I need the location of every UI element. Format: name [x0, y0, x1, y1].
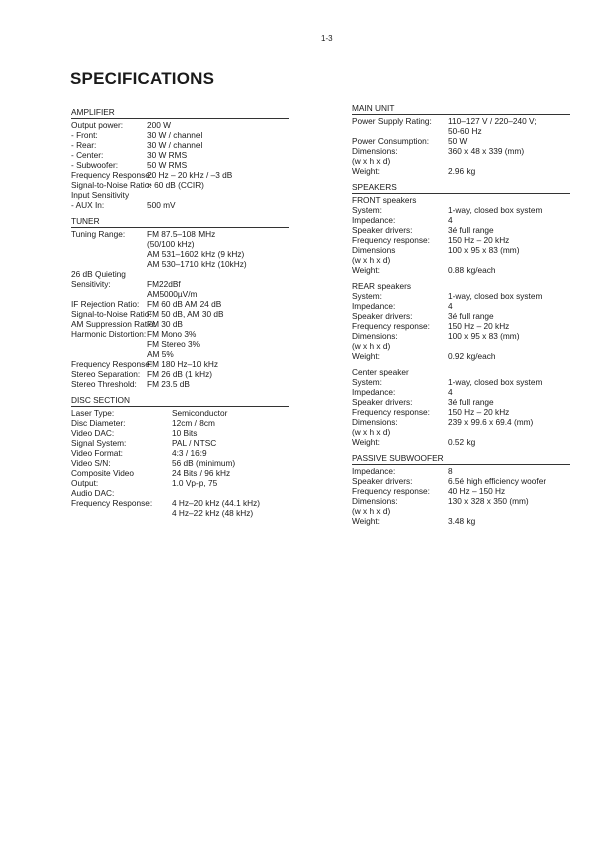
spec-row — [352, 516, 574, 526]
spec-value: 500 mV — [147, 200, 176, 210]
spec-label — [71, 259, 147, 269]
spec-value — [448, 341, 574, 351]
spec-value — [172, 488, 296, 498]
spec-row — [71, 180, 296, 190]
spec-label: Weight: — [352, 265, 380, 275]
spec-value: 0.88 kg/each — [448, 265, 496, 275]
spec-label: Weight: — [352, 166, 380, 176]
spec-label: Power Supply Rating: — [352, 116, 432, 126]
spec-label: Harmonic Distortion: — [71, 329, 147, 339]
speakers-section — [352, 182, 574, 447]
spec-value: 4:3 / 16:9 — [172, 448, 207, 458]
spec-row — [352, 225, 574, 235]
spec-value: FM Mono 3% — [147, 329, 197, 339]
spec-row — [352, 437, 574, 447]
spec-label: System: — [352, 291, 382, 301]
spec-row — [71, 359, 296, 369]
spec-row — [71, 140, 296, 150]
spec-label: Disc Diameter: — [71, 418, 126, 428]
spec-value — [448, 156, 574, 166]
spec-label: System: — [352, 377, 382, 387]
spec-row — [71, 249, 296, 259]
spec-label: (w x h x d) — [352, 506, 391, 516]
spec-list — [71, 408, 296, 518]
spec-row — [71, 478, 296, 488]
spec-label: Frequency response: — [352, 486, 430, 496]
spec-row — [352, 291, 574, 301]
spec-row — [352, 136, 574, 146]
spec-value: 1-way, closed box system — [448, 377, 543, 387]
spec-label — [352, 126, 448, 136]
disc-section — [71, 395, 296, 518]
spec-label: Input Sensitivity — [71, 190, 130, 200]
spec-row — [352, 156, 574, 166]
spec-value: 0.92 kg/each — [448, 351, 496, 361]
spec-row — [71, 229, 296, 239]
spec-value: 2.96 kg — [448, 166, 476, 176]
spec-label: Weight: — [352, 351, 380, 361]
amplifier-section — [71, 107, 296, 210]
page-title: SPECIFICATIONS — [70, 69, 215, 88]
spec-value: 50-60 Hz — [448, 126, 482, 136]
spec-label: Signal-to-Noise Ratio: — [71, 180, 152, 190]
spec-label: Stereo Threshold: — [71, 379, 137, 389]
subsection-title-center: Center speaker — [352, 367, 409, 377]
spec-label: Weight: — [352, 516, 380, 526]
spec-row — [352, 486, 574, 496]
spec-value: AM5000µV/m — [147, 289, 198, 299]
spec-row — [71, 329, 296, 339]
spec-row — [352, 331, 574, 341]
spec-label: System: — [352, 205, 382, 215]
spec-row — [71, 468, 296, 478]
spec-row — [71, 279, 296, 289]
spec-value: 40 Hz – 150 Hz — [448, 486, 506, 496]
spec-label: - AUX In: — [71, 200, 105, 210]
spec-label: (w x h x d) — [352, 156, 391, 166]
spec-value: AM 530–1710 kHz (10kHz) — [147, 259, 247, 269]
spec-row — [71, 289, 296, 299]
spec-label: (w x h x d) — [352, 255, 391, 265]
spec-row — [352, 116, 574, 126]
spec-row — [71, 349, 296, 359]
subwoofer-section — [352, 453, 574, 526]
spec-label: Speaker drivers: — [352, 311, 413, 321]
spec-value: FM 50 dB, AM 30 dB — [147, 309, 224, 319]
spec-label: Impedance: — [352, 466, 396, 476]
spec-label: 26 dB Quieting — [71, 269, 126, 279]
spec-label: Frequency response: — [352, 407, 430, 417]
spec-value: 4 Hz–22 kHz (48 kHz) — [172, 508, 254, 518]
spec-row — [352, 215, 574, 225]
spec-value: 150 Hz – 20 kHz — [448, 235, 510, 245]
spec-row — [71, 130, 296, 140]
spec-value: 360 x 48 x 339 (mm) — [448, 146, 525, 156]
spec-label: Dimensions — [352, 245, 396, 255]
spec-value: FM 180 Hz–10 kHz — [147, 359, 219, 369]
spec-row — [352, 377, 574, 387]
spec-row — [71, 319, 296, 329]
spec-list — [352, 116, 574, 176]
spec-value: 10 Bits — [172, 428, 198, 438]
spec-row — [352, 387, 574, 397]
spec-label: Speaker drivers: — [352, 476, 413, 486]
spec-value: 1-way, closed box system — [448, 205, 543, 215]
spec-label: Composite Video — [71, 468, 135, 478]
spec-row — [352, 417, 574, 427]
spec-label: - Front: — [71, 130, 98, 140]
spec-row — [71, 339, 296, 349]
spec-row — [352, 476, 574, 486]
subsection-title-front: FRONT speakers — [352, 195, 417, 205]
spec-value: 4 — [448, 301, 453, 311]
spec-row — [352, 407, 574, 417]
spec-value: 4 — [448, 387, 453, 397]
section-title-subwoofer: PASSIVE SUBWOOFER — [352, 453, 570, 465]
spec-value: 30 W / channel — [147, 130, 203, 140]
spec-label: Dimensions: — [352, 496, 398, 506]
spec-label: Sensitivity: — [71, 279, 111, 289]
spec-row — [352, 351, 574, 361]
spec-label — [71, 239, 147, 249]
spec-row — [352, 321, 574, 331]
left-column — [71, 107, 296, 524]
spec-list — [71, 229, 296, 389]
spec-row — [352, 205, 574, 215]
spec-row — [352, 427, 574, 437]
spec-value: 6.5é high efficiency woofer — [448, 476, 547, 486]
spec-label: - Rear: — [71, 140, 97, 150]
spec-list — [352, 291, 574, 361]
spec-row — [71, 299, 296, 309]
spec-value: 130 x 328 x 350 (mm) — [448, 496, 529, 506]
spec-value: 110–127 V / 220–240 V; — [448, 116, 537, 126]
spec-value: > 60 dB (CCIR) — [147, 180, 204, 190]
spec-value: 100 x 95 x 83 (mm) — [448, 245, 520, 255]
spec-row — [71, 160, 296, 170]
spec-row — [71, 259, 296, 269]
spec-row — [71, 150, 296, 160]
spec-row — [71, 438, 296, 448]
section-title-main-unit: MAIN UNIT — [352, 103, 570, 115]
spec-label — [71, 349, 147, 359]
spec-value: (50/100 kHz) — [147, 239, 195, 249]
spec-row — [352, 265, 574, 275]
spec-label: Frequency Response: — [71, 170, 153, 180]
page-number: 1-3 — [321, 34, 333, 43]
spec-value: 50 W — [448, 136, 468, 146]
spec-value: FM 60 dB AM 24 dB — [147, 299, 222, 309]
spec-row — [352, 466, 574, 476]
spec-label: Speaker drivers: — [352, 225, 413, 235]
spec-value: 3é full range — [448, 311, 494, 321]
spec-row — [71, 488, 296, 498]
spec-label: Dimensions: — [352, 331, 398, 341]
spec-label — [71, 289, 147, 299]
spec-value: FM Stereo 3% — [147, 339, 201, 349]
spec-value: 4 — [448, 215, 453, 225]
spec-row — [352, 146, 574, 156]
spec-label: Signal-to-Noise Ratio: — [71, 309, 152, 319]
spec-label: Impedance: — [352, 301, 396, 311]
spec-list — [352, 377, 574, 447]
main-unit-section — [352, 103, 574, 176]
spec-value: 30 W / channel — [147, 140, 203, 150]
spec-label — [71, 339, 147, 349]
spec-label: Frequency Response: — [71, 359, 153, 369]
section-title-disc: DISC SECTION — [71, 395, 289, 407]
tuner-section — [71, 216, 296, 389]
right-column — [352, 103, 574, 532]
spec-value: FM22dBf — [147, 279, 181, 289]
spec-value: 1.0 Vp-p, 75 — [172, 478, 218, 488]
spec-label: Audio DAC: — [71, 488, 115, 498]
spec-label: Video Format: — [71, 448, 123, 458]
spec-row — [352, 397, 574, 407]
spec-value: 3é full range — [448, 397, 494, 407]
spec-row — [352, 126, 574, 136]
spec-label: Speaker drivers: — [352, 397, 413, 407]
spec-row — [352, 496, 574, 506]
spec-label: Laser Type: — [71, 408, 115, 418]
spec-row — [71, 379, 296, 389]
spec-list — [352, 466, 574, 526]
spec-label: IF Rejection Ratio: — [71, 299, 140, 309]
spec-row — [71, 309, 296, 319]
spec-row — [352, 311, 574, 321]
spec-value: Semiconductor — [172, 408, 228, 418]
spec-value: 8 — [448, 466, 453, 476]
spec-row — [71, 200, 296, 210]
spec-value: 200 W — [147, 120, 171, 130]
spec-label: AM Suppression Ratio: — [71, 319, 156, 329]
spec-label: Impedance: — [352, 215, 396, 225]
spec-label: Stereo Separation: — [71, 369, 141, 379]
spec-row — [352, 255, 574, 265]
spec-value: FM 87.5–108 MHz — [147, 229, 216, 239]
spec-value — [147, 269, 296, 279]
spec-value: 3.48 kg — [448, 516, 476, 526]
section-title-speakers: SPEAKERS — [352, 182, 570, 194]
spec-row — [352, 506, 574, 516]
spec-row — [71, 120, 296, 130]
spec-list — [352, 205, 574, 275]
spec-value: 239 x 99.6 x 69.4 (mm) — [448, 417, 534, 427]
spec-value: 24 Bits / 96 kHz — [172, 468, 231, 478]
spec-row — [71, 508, 296, 518]
spec-label: Output: — [71, 478, 99, 488]
spec-value: 150 Hz – 20 kHz — [448, 407, 510, 417]
subsection-title-rear: REAR speakers — [352, 281, 412, 291]
spec-value: 100 x 95 x 83 (mm) — [448, 331, 520, 341]
section-title-amplifier: AMPLIFIER — [71, 107, 289, 119]
spec-value: AM 531–1602 kHz (9 kHz) — [147, 249, 245, 259]
spec-value: 4 Hz–20 kHz (44.1 kHz) — [172, 498, 261, 508]
spec-row — [71, 269, 296, 279]
spec-label: (w x h x d) — [352, 427, 391, 437]
spec-row — [352, 245, 574, 255]
spec-row — [352, 166, 574, 176]
spec-row — [352, 235, 574, 245]
spec-value: 0.52 kg — [448, 437, 476, 447]
spec-value: 30 W RMS — [147, 150, 188, 160]
spec-value: 1-way, closed box system — [448, 291, 543, 301]
spec-label — [71, 508, 172, 518]
spec-value: AM 5% — [147, 349, 174, 359]
spec-row — [71, 498, 296, 508]
spec-value — [448, 427, 574, 437]
spec-label: Output power: — [71, 120, 124, 130]
spec-value: FM 30 dB — [147, 319, 183, 329]
spec-row — [71, 408, 296, 418]
spec-row — [71, 428, 296, 438]
spec-value — [448, 255, 574, 265]
spec-label: (w x h x d) — [352, 341, 391, 351]
spec-label: Weight: — [352, 437, 380, 447]
spec-label: Frequency Response: — [71, 498, 153, 508]
spec-list — [71, 120, 296, 210]
spec-row — [71, 170, 296, 180]
spec-label: - Subwoofer: — [71, 160, 119, 170]
spec-label: Power Consumption: — [352, 136, 430, 146]
spec-label: Video DAC: — [71, 428, 115, 438]
spec-value: PAL / NTSC — [172, 438, 217, 448]
spec-row — [71, 239, 296, 249]
spec-label: Impedance: — [352, 387, 396, 397]
spec-row — [352, 301, 574, 311]
spec-label — [71, 249, 147, 259]
spec-row — [71, 458, 296, 468]
section-title-tuner: TUNER — [71, 216, 289, 228]
spec-value: 56 dB (minimum) — [172, 458, 236, 468]
spec-value: 3é full range — [448, 225, 494, 235]
spec-row — [71, 448, 296, 458]
spec-value — [147, 190, 296, 200]
spec-value: 20 Hz – 20 kHz / –3 dB — [147, 170, 233, 180]
spec-label: Dimensions: — [352, 146, 398, 156]
spec-label: Frequency response: — [352, 321, 430, 331]
spec-value: FM 26 dB (1 kHz) — [147, 369, 213, 379]
spec-label: Frequency response: — [352, 235, 430, 245]
spec-label: Signal System: — [71, 438, 127, 448]
spec-value: FM 23.5 dB — [147, 379, 190, 389]
spec-value: 150 Hz – 20 kHz — [448, 321, 510, 331]
spec-row — [352, 341, 574, 351]
spec-label: Video S/N: — [71, 458, 111, 468]
spec-label: Tuning Range: — [71, 229, 126, 239]
spec-row — [71, 418, 296, 428]
spec-row — [71, 190, 296, 200]
spec-value: 50 W RMS — [147, 160, 188, 170]
spec-label: - Center: — [71, 150, 104, 160]
spec-value — [448, 506, 574, 516]
spec-row — [71, 369, 296, 379]
spec-value: 12cm / 8cm — [172, 418, 215, 428]
spec-label: Dimensions: — [352, 417, 398, 427]
